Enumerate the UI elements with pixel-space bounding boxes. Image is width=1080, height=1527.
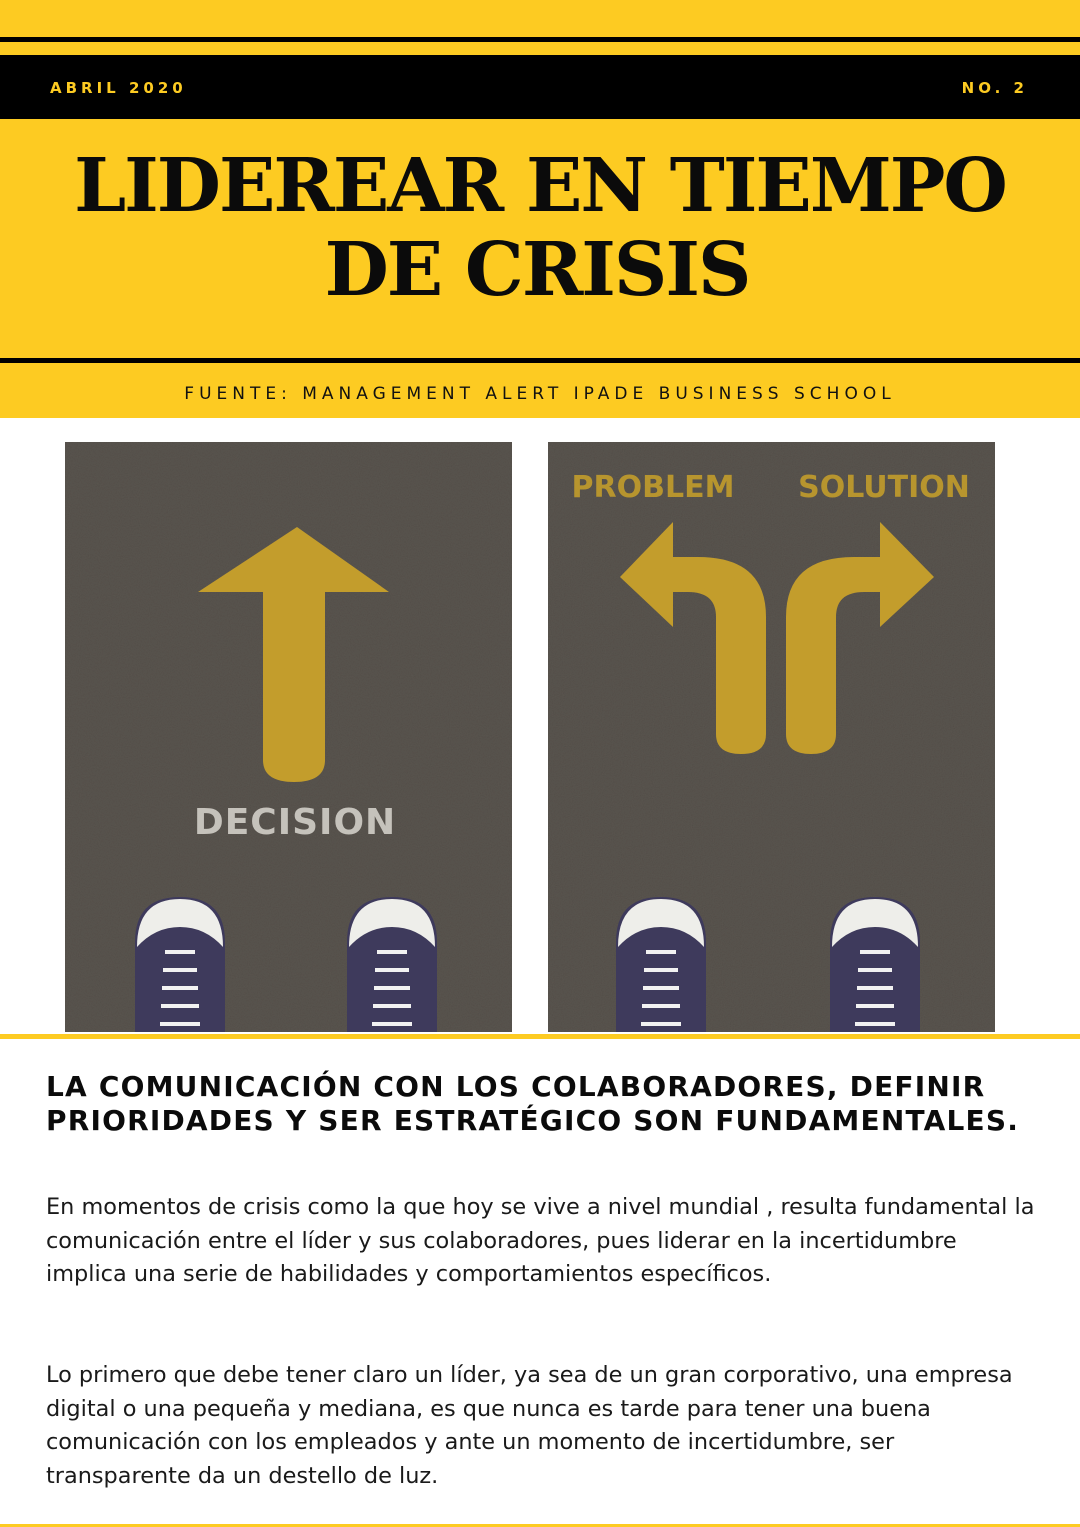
decision-photo [65, 442, 512, 1032]
title-line-1: LIDEREAR EN TIEMPO [74, 143, 1006, 229]
article-paragraph-2: Lo primero que debe tener claro un líder, ya sea de un gran corporativo, una empresa digital o una pequeña y mediana, es que nunca es tarde para tener una buena comunicación con los empleados y ante un momento de incertidumbre, ser transparente da un destello de luz. [46, 1362, 1013, 1489]
problem-road-text: PROBLEM [571, 470, 735, 505]
right-shoe-icon [347, 897, 437, 1032]
section-divider [0, 1034, 1080, 1039]
header-bottom-rule [0, 358, 1080, 363]
issue-date: ABRIL 2020 [50, 79, 187, 97]
decision-road-text: DECISION [193, 802, 397, 843]
problem-solution-illustration [548, 442, 995, 1032]
article-paragraph-1: En momentos de crisis como la que hoy se vive a nivel mundial , resulta fundamental la comunicación entre el líder y sus colaboradores, pues liderar en la incertidumbre implica una serie de habilidades y comportamientos específicos. [46, 1194, 1035, 1287]
title-line-2: DE CRISIS [324, 227, 750, 313]
right-shoe-icon [830, 897, 920, 1032]
decision-illustration [65, 442, 512, 1032]
left-shoe-icon [616, 897, 706, 1032]
left-shoe-icon [135, 897, 225, 1032]
page-title [0, 144, 1080, 312]
header-top-rule [0, 37, 1080, 42]
solution-road-text: SOLUTION [798, 470, 970, 505]
issue-number: NO. 2 [961, 79, 1028, 97]
problem-solution-photo [548, 442, 995, 1032]
article-subhead: LA COMUNICACIÓN CON LOS COLABORADORES, DEFINIR PRIORIDADES Y SER ESTRATÉGICO SON FUNDAMENTALES. [46, 1070, 1020, 1137]
source-credit: FUENTE: MANAGEMENT ALERT IPADE BUSINESS SCHOOL [184, 384, 896, 404]
